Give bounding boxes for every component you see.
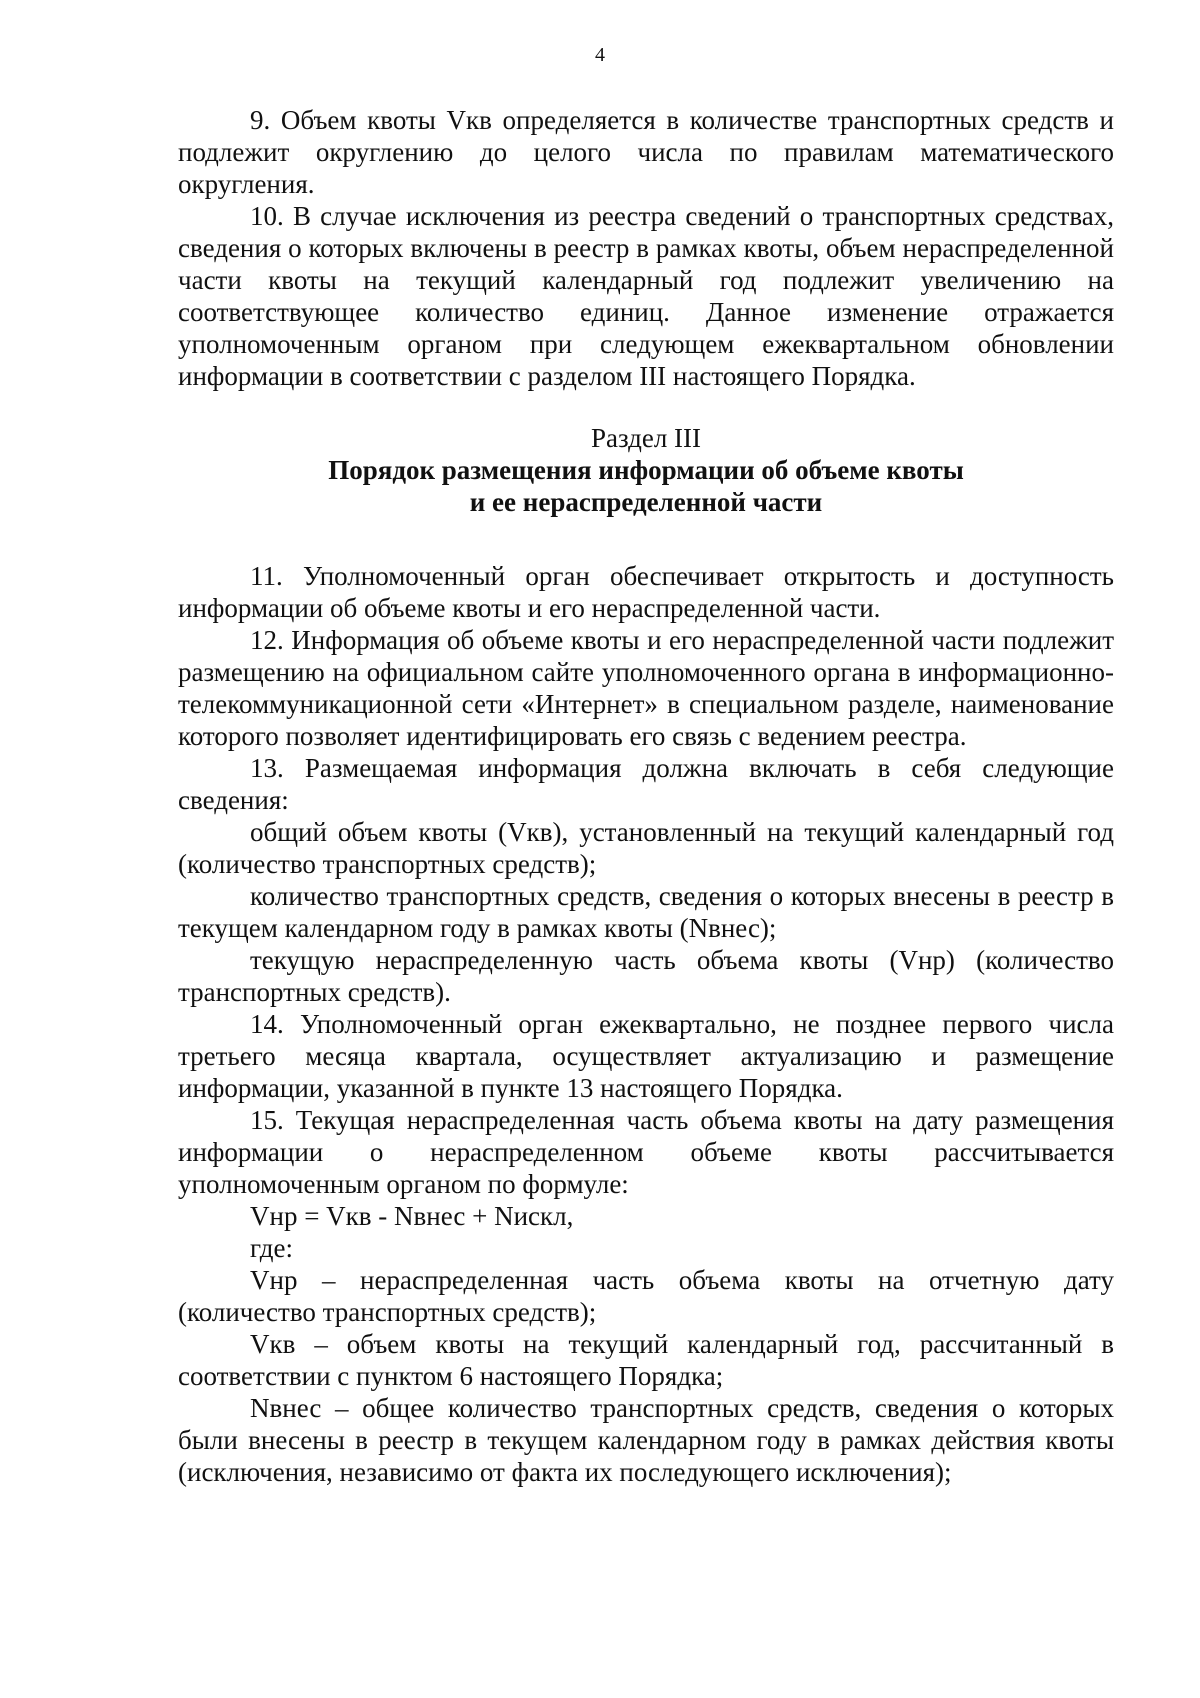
list-item-unallocated-part: текущую нераспределенную часть объема квоты (Vнр) (количество транспортных средств). <box>178 945 1114 1007</box>
definition-vnr: Vнр – нераспределенная часть объема квоты на отчетную дату (количество транспортных средств); <box>178 1265 1114 1327</box>
section-heading <box>178 422 1114 518</box>
list-item-registered-count: количество транспортных средств, сведения о которых внесены в реестр в текущем календарном году в рамках квоты (Nвнес); <box>178 881 1114 943</box>
section-title-line-2: и ее нераспределенной части <box>469 487 823 517</box>
list-item-total-quota: общий объем квоты (Vкв), установленный на текущий календарный год (количество транспортных средств); <box>178 817 1114 879</box>
section-title-line-1: Порядок размещения информации об объеме квоты <box>328 455 964 485</box>
paragraph-10: 10. В случае исключения из реестра сведений о транспортных средствах, сведения о которых включены в реестр в рамках квоты, объем нераспределенной части квоты на текущий календарный год подлежит увеличению на соответствующее количество единиц. Данное изменение отражается уполномоченным органом при следующем ежеквартальном обновлении информации в соответствии с разделом III настоящего Порядка. <box>178 201 1114 391</box>
section-label: Раздел III <box>590 423 702 453</box>
paragraph-11: 11. Уполномоченный орган обеспечивает открытость и доступность информации об объеме квоты и его нераспределенной части. <box>178 561 1114 623</box>
paragraph-12: 12. Информация об объеме квоты и его нераспределенной части подлежит размещению на официальном сайте уполномоченного органа в информационно-телекоммуникационной сети «Интернет» в специальном разделе, наименование которого позволяет идентифицировать его связь с ведением реестра. <box>178 625 1114 751</box>
page-number: 4 <box>595 44 605 66</box>
definition-vkv: Vкв – объем квоты на текущий календарный год, рассчитанный в соответствии с пунктом 6 настоящего Порядка; <box>178 1329 1114 1391</box>
formula: Vнр = Vкв - Nвнес + Nискл, <box>250 1201 574 1231</box>
paragraph-15: 15. Текущая нераспределенная часть объема квоты на дату размещения информации о нераспределенном объеме квоты рассчитывается уполномоченным органом по формуле: <box>178 1105 1114 1199</box>
paragraph-13: 13. Размещаемая информация должна включать в себя следующие сведения: <box>178 753 1114 815</box>
paragraph-14: 14. Уполномоченный орган ежеквартально, не позднее первого числа третьего месяца квартала, осуществляет актуализацию и размещение информации, указанной в пункте 13 настоящего Порядка. <box>178 1009 1114 1103</box>
document-body <box>178 104 1114 1488</box>
paragraph-9: 9. Объем квоты Vкв определяется в количестве транспортных средств и подлежит округлению до целого числа по правилам математического округления. <box>178 105 1114 199</box>
formula-where: где: <box>250 1233 293 1263</box>
definition-nvnes: Nвнес – общее количество транспортных средств, сведения о которых были внесены в реестр в текущем календарном году в рамках действия квоты (исключения, независимо от факта их последующего исключения); <box>178 1393 1114 1487</box>
